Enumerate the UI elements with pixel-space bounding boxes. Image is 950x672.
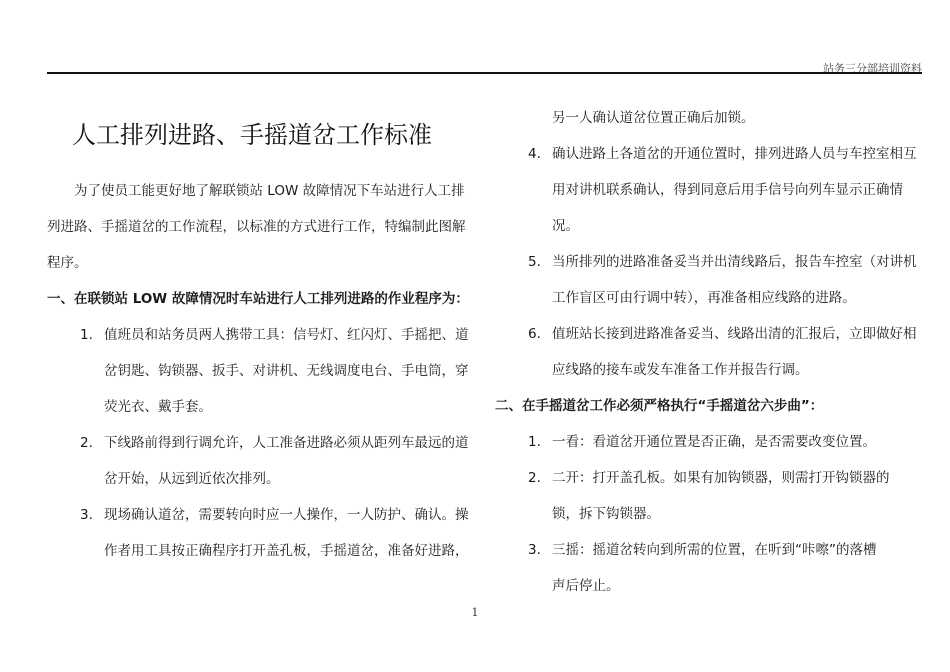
section1-heading: 一、在联锁站 LOW 故障情况时车站进行人工排列进路的作业程序为： (47, 291, 469, 307)
intro-line: 程序。 (47, 255, 88, 271)
list-item (495, 532, 922, 604)
list-item-line: 工作盲区可由行调中转），再准备相应线路的进路。 (552, 290, 856, 306)
list-item-number: 3. (528, 542, 541, 558)
intro-line: 为了使员工能更好地了解联锁站 LOW 故障情况下车站进行人工排 (74, 183, 465, 199)
list-item-number: 2. (80, 435, 93, 451)
list-item (495, 244, 922, 316)
list-item-line: 二开：打开盖孔板。如果有加钩锁器，则需打开钩锁器的 (552, 470, 890, 486)
list-item-line: 作者用工具按正确程序打开盖孔板，手摇道岔，准备好进路， (104, 543, 469, 559)
list-item-line: 值班站长接到进路准备妥当、线路出清的汇报后，立即做好相 (552, 326, 917, 342)
list-item-line: 当所排列的进路准备妥当并出清线路后，报告车控室（对讲机 (552, 254, 917, 270)
list-item-line: 确认进路上各道岔的开通位置时，排列进路人员与车控室相互 (552, 146, 917, 162)
list-item-line: 锁，拆下钩锁器。 (552, 506, 660, 522)
right-column (495, 100, 922, 604)
list-item-line: 岔开始，从远到近依次排列。 (104, 471, 280, 487)
page-number: 1 (471, 606, 479, 619)
list-item (47, 425, 473, 497)
document-title: 人工排列进路、手摇道岔工作标准 (72, 121, 432, 149)
list-item-number: 1. (80, 327, 93, 343)
list-item-number: 1. (528, 434, 541, 450)
list-item-line: 现场确认道岔，需要转向时应一人操作，一人防护、确认。操 (104, 507, 469, 523)
list-item-line: 下线路前得到行调允许，人工准备进路必须从距列车最远的道 (104, 435, 469, 451)
list-item-line: 岔钥匙、钩锁器、扳手、对讲机、无线调度电台、手电筒，穿 (104, 363, 469, 379)
running-header: 站务三分部培训资料 (823, 62, 922, 75)
list-item-line: 三摇：摇道岔转向到所需的位置，在听到“咔嚓”的落槽 (552, 542, 877, 558)
header-rule (47, 72, 922, 74)
list-item-number: 6. (528, 326, 541, 342)
list-item-line: 一看：看道岔开通位置是否正确，是否需要改变位置。 (552, 434, 876, 450)
list-item (495, 136, 922, 244)
list-item-line: 值班员和站务员两人携带工具：信号灯、红闪灯、手摇把、道 (104, 327, 469, 343)
list-item (495, 460, 922, 532)
list-item (495, 424, 922, 460)
list-item-line: 荧光衣、戴手套。 (104, 399, 212, 415)
intro-line: 列进路、手摇道岔的工作流程，以标准的方式进行工作，特编制此图解 (47, 219, 466, 235)
list-item (495, 316, 922, 388)
list-item (47, 497, 473, 569)
list-item-number: 5. (528, 254, 541, 270)
list-item-line: 应线路的接车或发车准备工作并报告行调。 (552, 362, 809, 378)
list-item-line: 声后停止。 (552, 578, 620, 594)
list-item-line: 用对讲机联系确认，得到同意后用手信号向列车显示正确情况。 (552, 182, 903, 234)
list-item-number: 3. (80, 507, 93, 523)
section2-heading: 二、在手摇道岔工作必须严格执行“手摇道岔六步曲”： (495, 398, 824, 414)
list-item (47, 317, 473, 425)
list-item-continuation: 另一人确认道岔位置正确后加锁。 (552, 110, 755, 126)
list-item-number: 2. (528, 470, 541, 486)
left-column (47, 173, 473, 569)
list-item-number: 4. (528, 146, 541, 162)
